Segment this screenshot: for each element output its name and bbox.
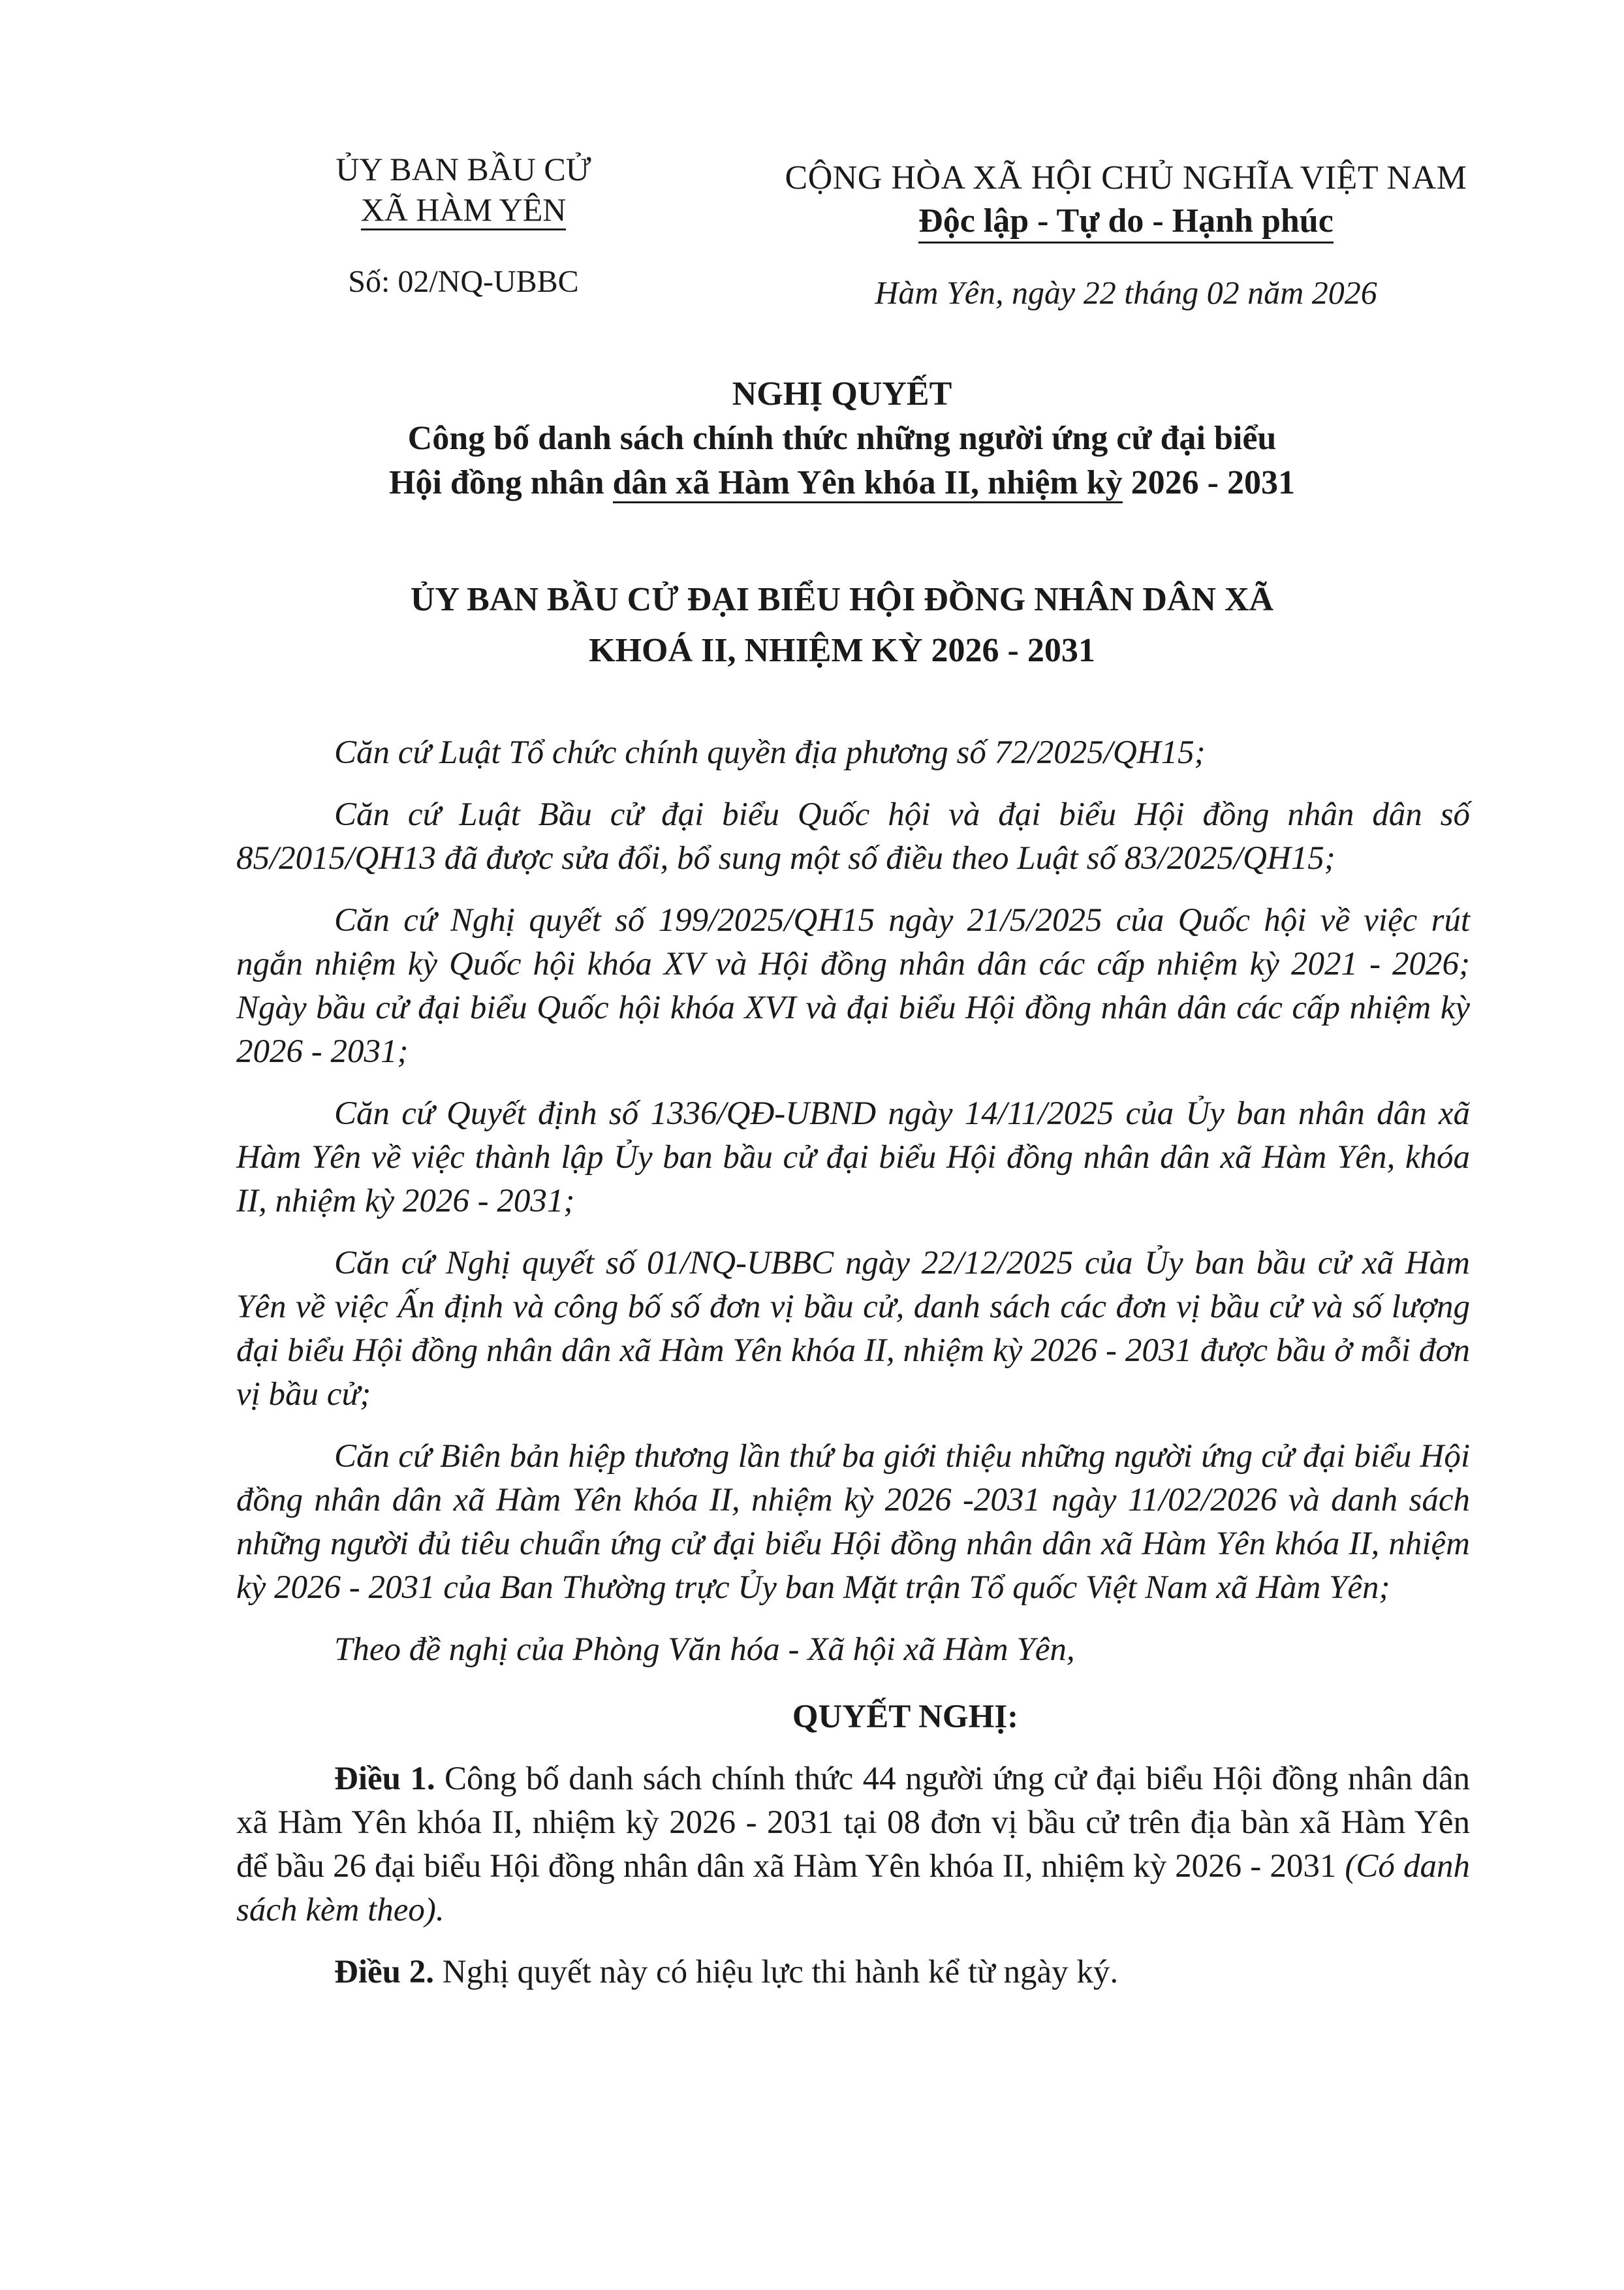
- issuing-authority: [215, 574, 1469, 676]
- legal-basis-5: Căn cứ Nghị quyết số 01/NQ-UBBC ngày 22/12/2025 của Ủy ban bầu cử xã Hàm Yên về việc Ấn định và công bố số đơn vị bầu cử, danh sách các đơn vị bầu cử và số lượng đại biểu Hội đồng nhân dân xã Hàm Yên khóa II, nhiệm kỳ 2026 - 2031 được bầu ở mỗi đơn vị bầu cử;: [236, 1245, 1470, 1413]
- document-number: Số: 02/NQ-UBBC: [348, 264, 579, 299]
- document-body: [236, 731, 1470, 2013]
- legal-basis-6: Căn cứ Biên bản hiệp thương lần thứ ba giới thiệu những người ứng cử đại biểu Hội đồng nhân dân xã Hàm Yên khóa II, nhiệm kỳ 2026 -2031 ngày 11/02/2026 và danh sách những người đủ tiêu chuẩn ứng cử đại biểu Hội đồng nhân dân xã Hàm Yên khóa II, nhiệm kỳ 2026 - 2031 của Ban Thường trực Ủy ban Mặt trận Tổ quốc Việt Nam xã Hàm Yên;: [236, 1438, 1470, 1606]
- subtitle-line2: [215, 461, 1469, 505]
- subtitle-line2-part-c: 2026 - 2031: [1122, 464, 1295, 501]
- subtitle-line2-underlined: dân xã Hàm Yên khóa II, nhiệm kỳ: [613, 464, 1123, 503]
- authority-line2: KHOÁ II, NHIỆM KỲ 2026 - 2031: [589, 632, 1095, 669]
- authority-line1: ỦY BAN BẦU CỬ ĐẠI BIỂU HỘI ĐỒNG NHÂN DÂN XÃ: [410, 581, 1274, 618]
- legal-basis-7: Theo đề nghị của Phòng Văn hóa - Xã hội xã Hàm Yên,: [334, 1631, 1075, 1668]
- subtitle-line1: Công bố danh sách chính thức những người ứng cử đại biểu: [407, 420, 1277, 457]
- org-name-line2: XÃ HÀM YÊN: [361, 191, 567, 230]
- org-name-line1: ỦY BAN BẦU CỬ: [336, 151, 591, 187]
- article-2-text: Nghị quyết này có hiệu lực thi hành kể từ ngày ký.: [434, 1954, 1119, 1990]
- subtitle-line2-part-a: Hội đồng nhân: [389, 464, 613, 501]
- national-motto: Độc lập - Tự do - Hạnh phúc: [918, 201, 1334, 243]
- doc-type: NGHỊ QUYẾT: [732, 375, 952, 413]
- article-2: [236, 1951, 1470, 1994]
- article-1: [236, 1757, 1470, 1932]
- nation-name: CỘNG HÒA XÃ HỘI CHỦ NGHĨA VIỆT NAM: [785, 159, 1467, 196]
- article-1-label: Điều 1.: [334, 1761, 435, 1797]
- legal-basis-2: Căn cứ Luật Bầu cử đại biểu Quốc hội và đại biểu Hội đồng nhân dân số 85/2015/QH13 đã được sửa đổi, bổ sung một số điều theo Luật số 83/2025/QH15;: [236, 796, 1470, 877]
- decision-heading: QUYẾT NGHỊ:: [792, 1699, 1019, 1735]
- article-1-text: Công bố danh sách chính thức 44 người ứng cử đại biểu Hội đồng nhân dân xã Hàm Yên khóa II, nhiệm kỳ 2026 - 2031 tại 08 đơn vị bầu cử trên địa bàn xã Hàm Yên để bầu 26 đại biểu Hội đồng nhân dân xã Hàm Yên khóa II, nhiệm kỳ 2026 - 2031: [236, 1761, 1471, 1885]
- article-1-note: (Có danh sách kèm theo).: [236, 1848, 1470, 1928]
- legal-basis-4: Căn cứ Quyết định số 1336/QĐ-UBND ngày 14/11/2025 của Ủy ban nhân dân xã Hàm Yên về việc thành lập Ủy ban bầu cử đại biểu Hội đồng nhân dân xã Hàm Yên, khóa II, nhiệm kỳ 2026 - 2031;: [236, 1095, 1470, 1219]
- national-header: [725, 157, 1527, 314]
- issuing-org-header: [281, 149, 646, 302]
- document-title: [215, 372, 1469, 505]
- place-date: Hàm Yên, ngày 22 tháng 02 năm 2026: [875, 274, 1377, 311]
- legal-basis-3: Căn cứ Nghị quyết số 199/2025/QH15 ngày 21/5/2025 của Quốc hội về việc rút ngắn nhiệm kỳ Quốc hội khóa XV và Hội đồng nhân dân các cấp nhiệm kỳ 2021 - 2026; Ngày bầu cử đại biểu Quốc hội khóa XVI và đại biểu Hội đồng nhân dân các cấp nhiệm kỳ 2026 - 2031;: [236, 902, 1470, 1070]
- article-2-label: Điều 2.: [334, 1954, 434, 1990]
- legal-basis-1: Căn cứ Luật Tổ chức chính quyền địa phương số 72/2025/QH15;: [334, 734, 1206, 771]
